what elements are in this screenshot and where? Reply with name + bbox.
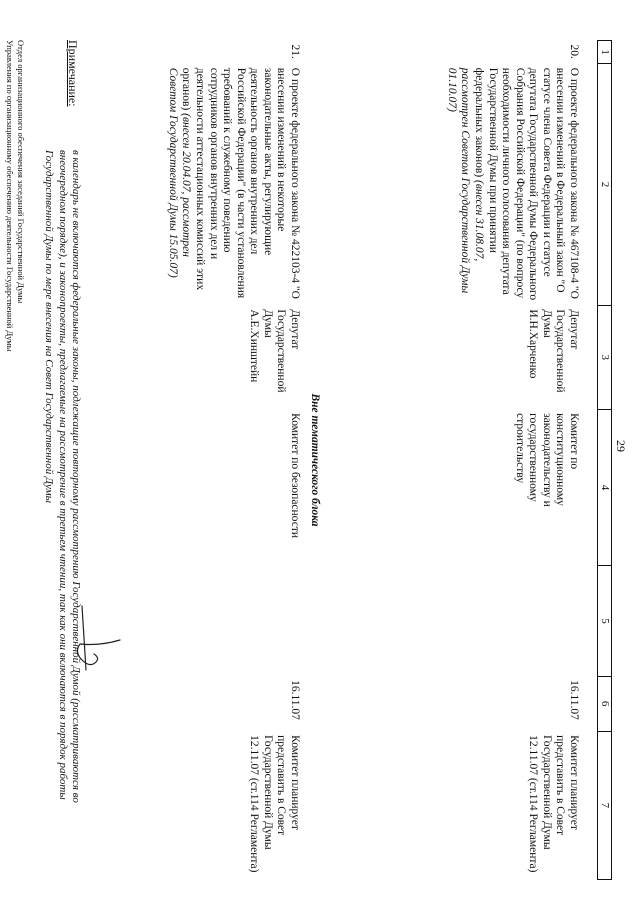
bill-description: О проекте федерального закона № 467108-4 "О внесении изменений в Федеральный закон "О статусе члена Совета Федерации и статусе депутата Государственной Думы Федерального Собрания Российской Федерации" (по вопросу необходимости личного голосования депутата Государственной Думы при принятии федеральных законов): [473, 67, 580, 301]
footer-line-1: Отдел организационного обеспечения заседаний Государственной Думы: [16, 40, 26, 304]
bill-author: Депутат Государственной Думы А.Е.Хинштейн: [248, 309, 301, 393]
note-text: в календарь не включаются федеральные законы, подлежащие повторному рассмотрению Государственной Думой (рассматриваются во внеочередном порядке), и законопроекты, предлагаемые на рассмотрение в третьем чтении, так как они включаются в порядок работы Государственной Думы по мере внесения на Совет Государственной Думы: [43, 150, 82, 803]
review-date: 16.11.07: [289, 680, 301, 720]
responsible-committee: Комитет по безопасности: [289, 413, 301, 539]
column-header: 2: [598, 64, 612, 306]
bill-description: О проекте федерального закона № 422103-4 "О внесении изменений в некоторые законодательные акты, регулирующие деятельность органов внутренних дел Российской Федерации" (в части установления требований к служебному поведению сотрудников органов внутренних дел и деятельности аттестационных комиссий этих органов): [180, 67, 301, 299]
table-header-row: [598, 41, 612, 880]
column-5-cell: [327, 566, 581, 676]
footer-line-2: Управления по организационному обеспечению деятельности Государственной Думы: [5, 40, 15, 352]
row-number: 21.: [289, 44, 301, 59]
responsible-committee: Комитет по конституционному законодательству и государственному строительству: [513, 413, 580, 507]
column-header: 1: [598, 41, 612, 64]
note-label: Примечание:: [66, 40, 80, 107]
page-number: 29: [614, 440, 628, 452]
bill-author: Депутат Государственной Думы И.Н.Харченко: [527, 309, 580, 393]
column-header: 3: [598, 305, 612, 409]
block-title: Вне тематического блока: [309, 393, 321, 527]
review-date: 16.11.07: [568, 680, 580, 720]
schedule-table: [28, 40, 612, 880]
column-header: 6: [598, 676, 612, 731]
table-row: [327, 41, 581, 880]
bill-submission-note: (внесен 20.04.07, рассмотрен Советом Государственной Думы 15.05.07): [166, 67, 193, 278]
committee-remark: Комитет планирует представить в Совет Государственной Думы 12.11.07 (ст.114 Регламента): [248, 735, 301, 873]
row-number: 20.: [568, 44, 580, 59]
bill-submission-note: (внесен 31.08.07, рассмотрен Советом Государственной Думы 01.10.07): [445, 67, 486, 294]
committee-remark: Комитет планирует представить в Совет Государственной Думы 12.11.07 (ст.114 Регламента): [527, 735, 580, 873]
column-header: 7: [598, 731, 612, 879]
column-header: 4: [598, 409, 612, 566]
column-header: 5: [598, 566, 612, 676]
bill-description-cell: [327, 64, 581, 306]
